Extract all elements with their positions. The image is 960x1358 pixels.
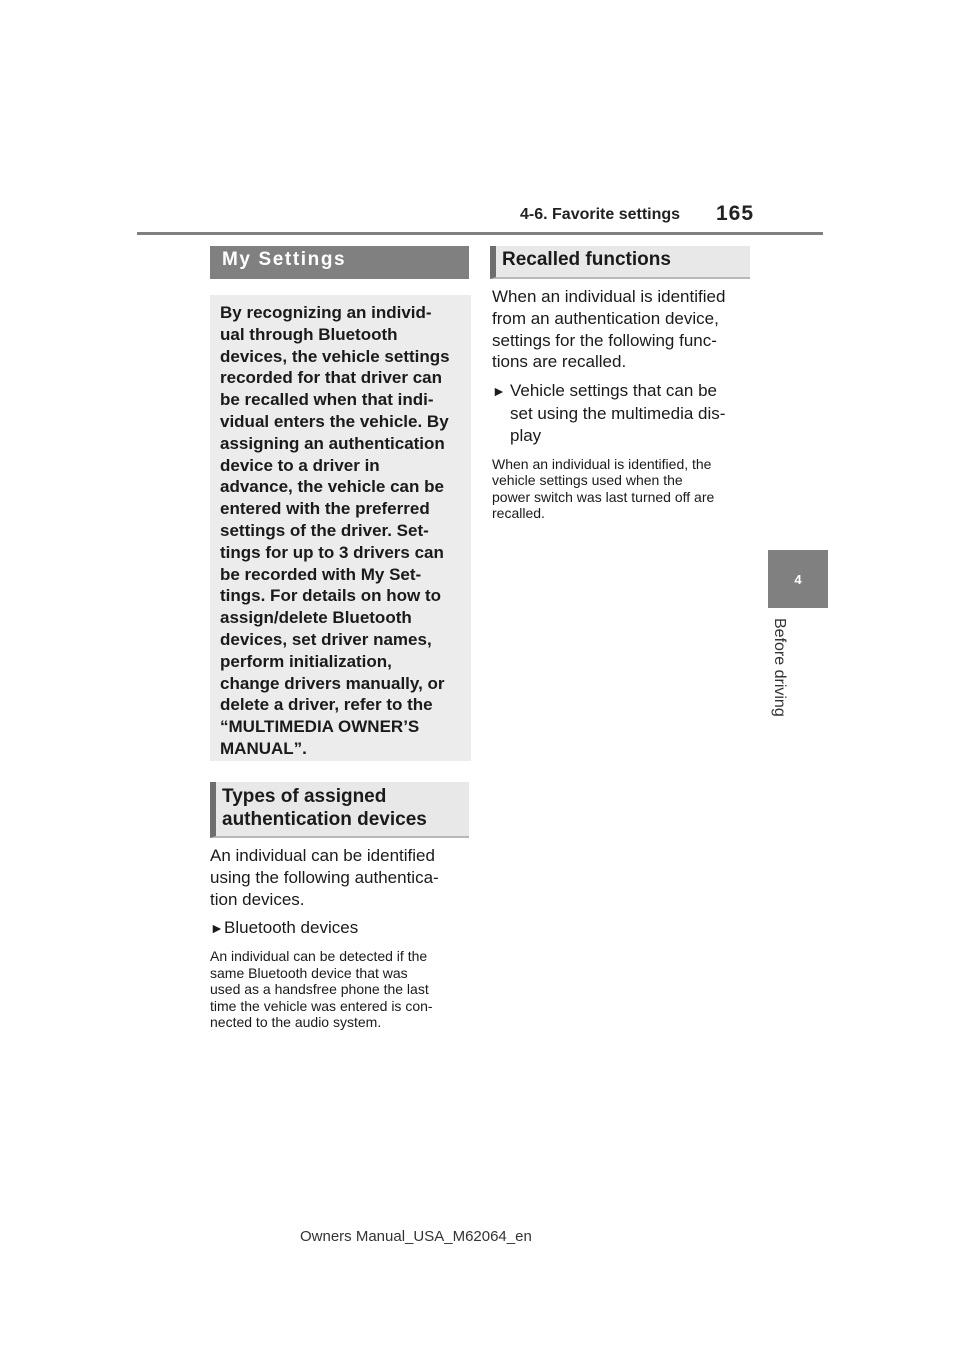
- intro-line: By recognizing an individ-: [220, 303, 432, 322]
- recalled-body: [492, 286, 754, 522]
- intro-line: MANUAL”.: [220, 738, 307, 758]
- types-body-line: tion devices.: [210, 889, 305, 909]
- intro-line: “MULTIMEDIA OWNER’S: [220, 717, 420, 737]
- section-title: 4-6. Favorite settings: [520, 206, 681, 223]
- bullet-vehicle-settings: ► Vehicle settings that can be set using the multimedia dis- play: [492, 381, 726, 445]
- chapter-side-label: [768, 618, 790, 768]
- intro-line: vidual enters the vehicle. By: [220, 411, 449, 431]
- intro-line: assign/delete Bluetooth: [220, 608, 412, 628]
- types-body-line: An individual can be identified: [210, 846, 435, 865]
- types-body-line: using the following authentica-: [210, 867, 439, 887]
- recalled-body-line: from an authentication device,: [492, 308, 719, 328]
- footer-doc-id: Owners Manual_USA_M62064_en: [300, 1228, 532, 1245]
- recalled-note: [492, 456, 754, 522]
- recalled-body-line: settings for the following func-: [492, 330, 717, 350]
- recalled-body-line: When an individual is identified: [492, 287, 726, 306]
- intro-line: change drivers manually, or: [220, 673, 445, 693]
- note-line: power switch was last turned off are: [492, 488, 715, 505]
- intro-line: recorded for that driver can: [220, 368, 443, 388]
- intro-line: entered with the preferred: [220, 499, 430, 519]
- chapter-label: Before driving: [771, 618, 788, 717]
- recalled-body-line: tions are recalled.: [492, 352, 627, 372]
- chapter-number: 4: [794, 571, 802, 587]
- types-heading: [210, 782, 469, 838]
- intro-line: perform initialization,: [220, 651, 392, 671]
- intro-line: settings of the driver. Set-: [220, 520, 429, 540]
- triangle-bullet-icon: ►: [210, 920, 224, 937]
- note-line: vehicle settings used when the: [492, 472, 683, 489]
- types-heading-line: authentication devices: [222, 809, 427, 830]
- my-settings-heading: My Settings: [210, 246, 469, 279]
- intro-line: devices, set driver names,: [220, 629, 432, 649]
- bullet-bluetooth: ►Bluetooth devices: [210, 917, 472, 940]
- note-line: When an individual is identified, the: [492, 455, 712, 472]
- intro-line: ual through Bluetooth: [220, 324, 398, 344]
- intro-line: assigning an authentication: [220, 433, 445, 453]
- note-line: An individual can be detected if the: [210, 948, 428, 965]
- intro-line: delete a driver, refer to the: [220, 695, 433, 715]
- chapter-tab: [768, 550, 828, 608]
- header-rule: [137, 232, 823, 235]
- intro-line: devices, the vehicle settings: [220, 346, 450, 366]
- bluetooth-note: [210, 948, 472, 1031]
- intro-line: tings. For details on how to: [220, 586, 441, 606]
- types-body: [210, 845, 472, 1031]
- page-number: 165: [716, 202, 755, 225]
- note-line: used as a handsfree phone the last: [210, 981, 429, 998]
- note-line: same Bluetooth device that was: [210, 964, 408, 981]
- intro-line: advance, the vehicle can be: [220, 477, 444, 497]
- note-line: recalled.: [492, 505, 545, 522]
- note-line: time the vehicle was entered is con-: [210, 997, 433, 1014]
- types-heading-line: Types of assigned: [222, 786, 387, 807]
- triangle-bullet-icon: ►: [492, 383, 506, 400]
- intro-line: device to a driver in: [220, 455, 380, 475]
- recalled-functions-heading: Recalled functions: [490, 246, 750, 279]
- intro-line: tings for up to 3 drivers can: [220, 542, 444, 562]
- note-line: nected to the audio system.: [210, 1014, 382, 1031]
- intro-box: [210, 295, 471, 761]
- intro-line: be recorded with My Set-: [220, 564, 422, 584]
- intro-line: be recalled when that indi-: [220, 390, 434, 410]
